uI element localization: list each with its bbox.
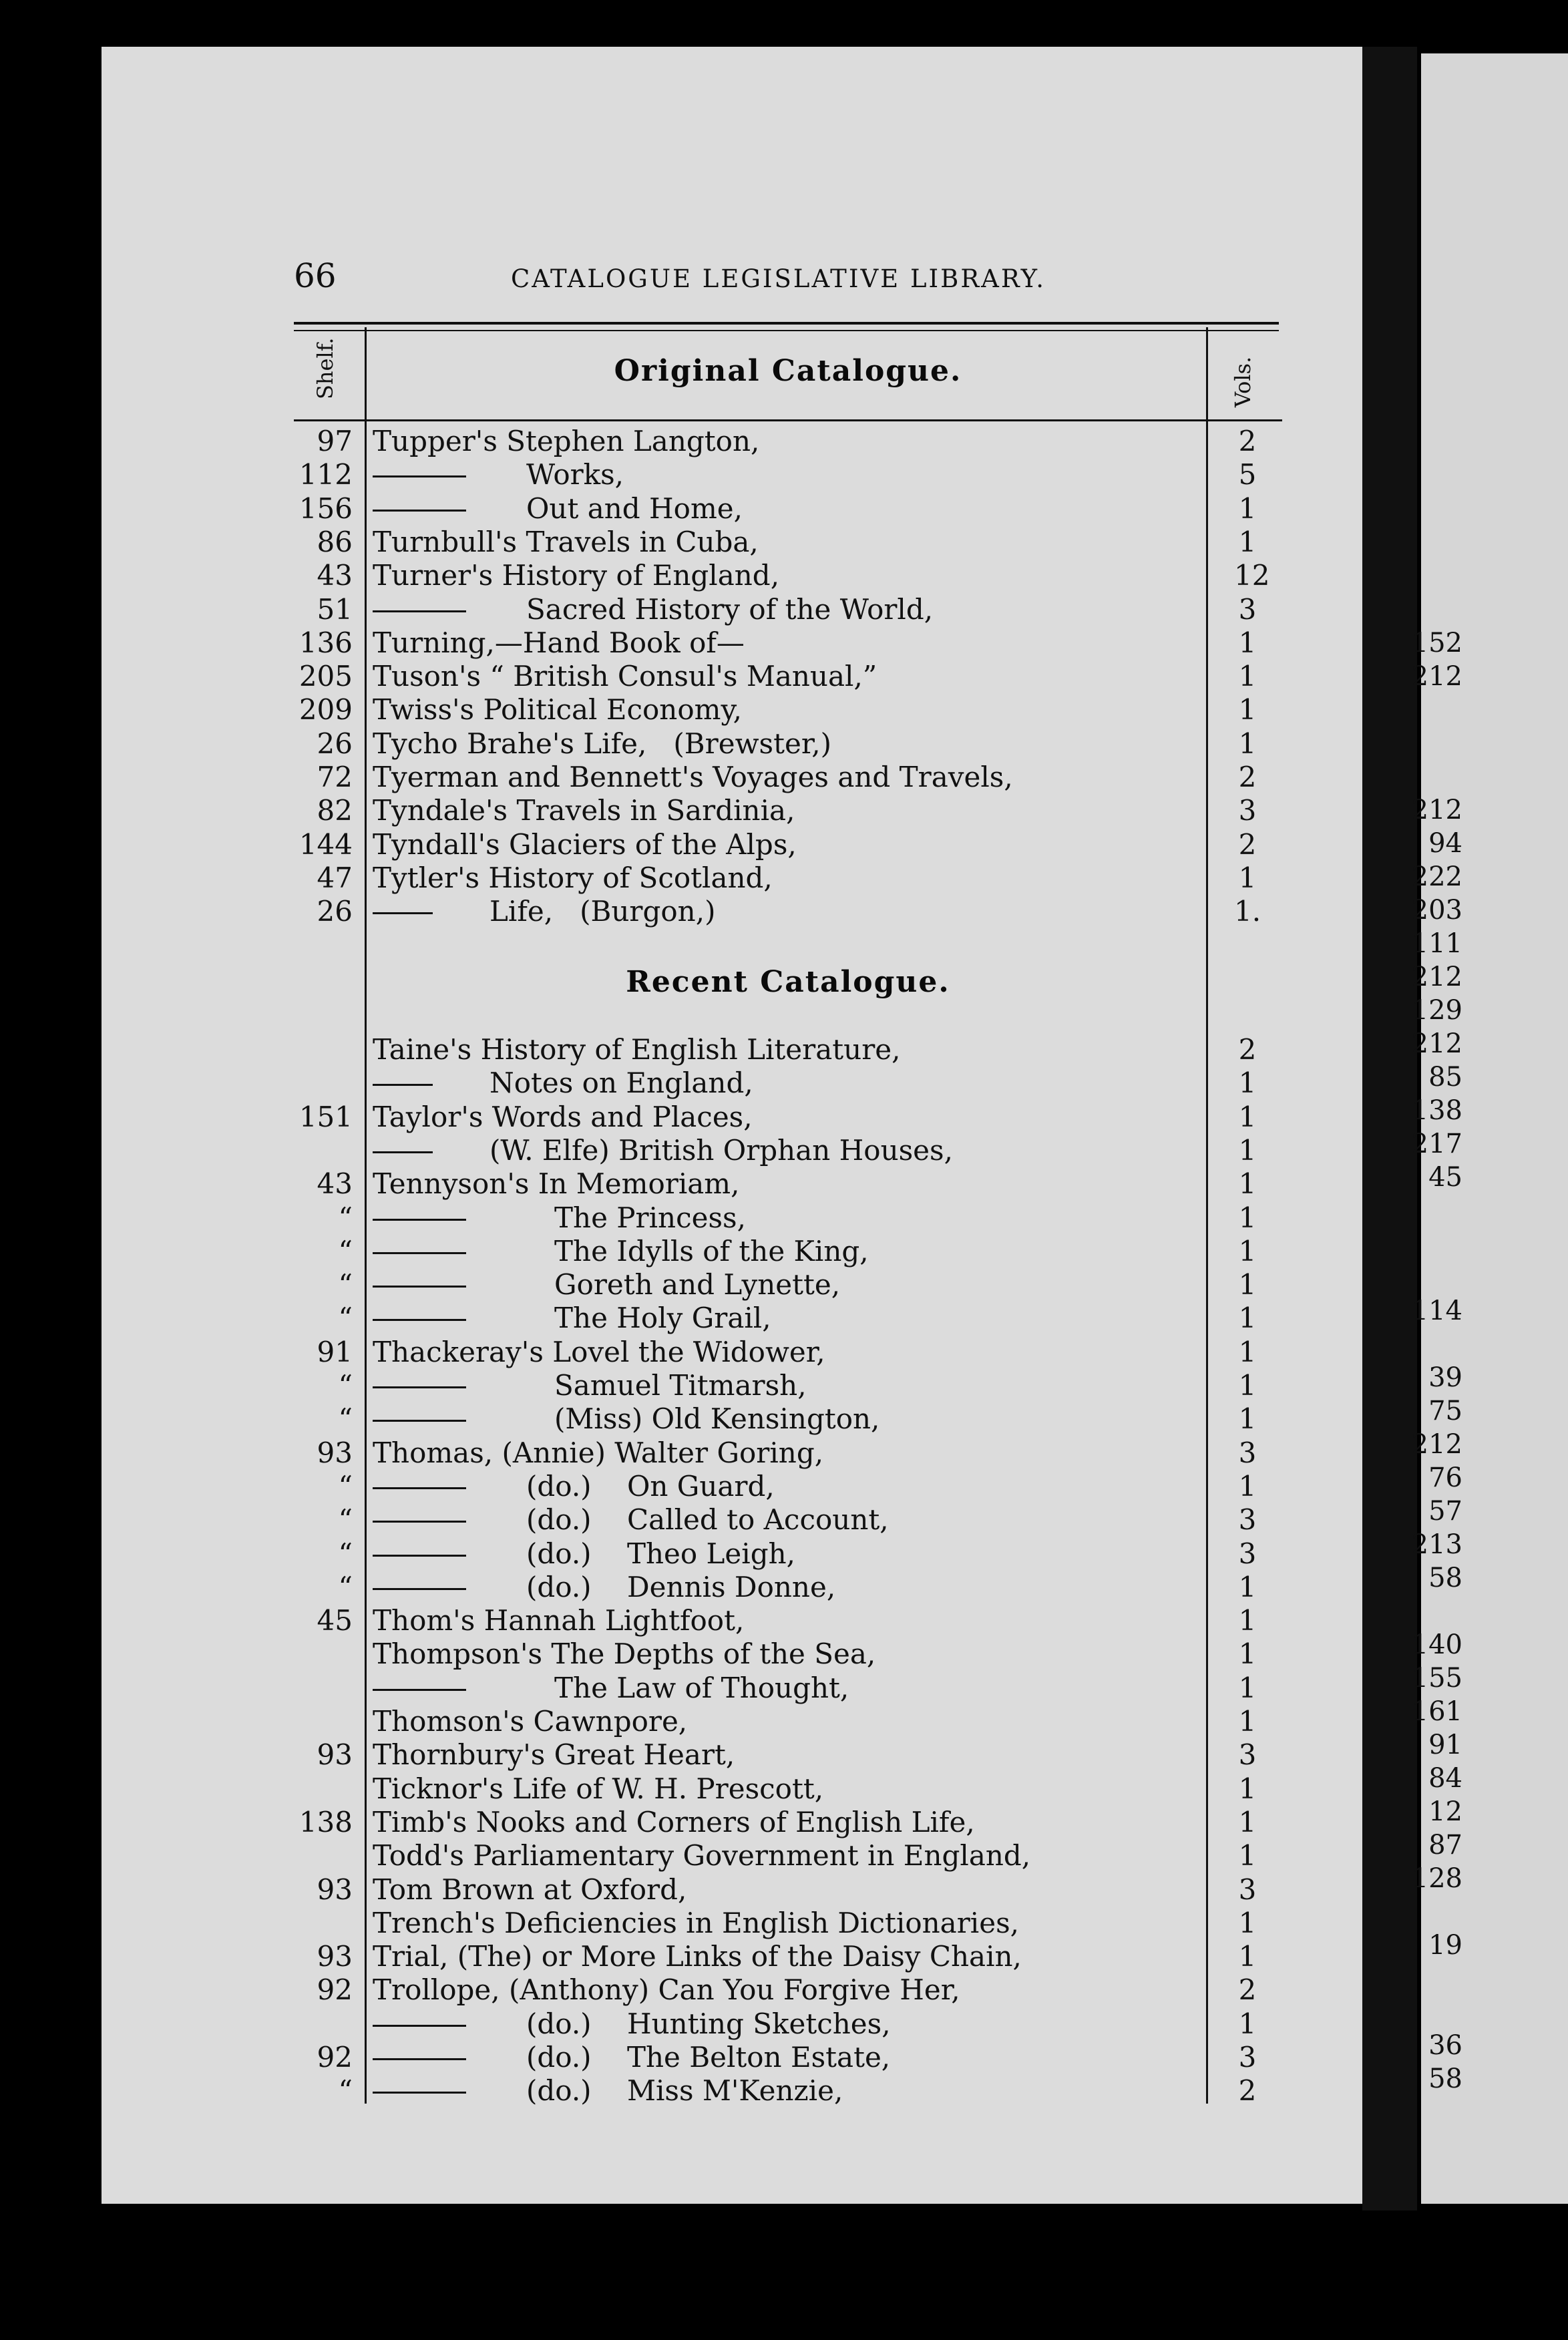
volume-count: 1 bbox=[1238, 1637, 1257, 1671]
volume-count: 1 bbox=[1238, 1469, 1257, 1503]
facing-page-shelf-number: 161 bbox=[1411, 1696, 1462, 1727]
entry-title: Notes on England, bbox=[489, 1066, 753, 1100]
ditto-dash bbox=[373, 1555, 466, 1557]
entry-title: (do.) Called to Account, bbox=[526, 1503, 889, 1537]
volume-count: 2 bbox=[1238, 1973, 1257, 2007]
entry-title: The Princess, bbox=[554, 1201, 746, 1234]
ditto-dash bbox=[373, 1487, 466, 1489]
volume-count: 1 bbox=[1238, 1167, 1257, 1201]
entry-row bbox=[287, 1873, 1289, 1907]
volume-count: 1 bbox=[1238, 1805, 1257, 1838]
shelf-number: 51 bbox=[317, 592, 353, 626]
ditto-dash bbox=[373, 1420, 466, 1422]
entry-title: Thompson's The Depths of the Sea, bbox=[373, 1637, 876, 1671]
volume-count: 1 bbox=[1238, 1302, 1257, 1335]
volume-count: 1 bbox=[1238, 1402, 1257, 1436]
entry-title: Taylor's Words and Places, bbox=[373, 1100, 753, 1133]
entry-row bbox=[287, 2074, 1289, 2108]
entry-title: Tupper's Stephen Langton, bbox=[373, 425, 760, 457]
shelf-number: 26 bbox=[317, 895, 353, 928]
entry-title: The Idylls of the King, bbox=[554, 1234, 869, 1268]
column-header-rule bbox=[294, 419, 1282, 421]
entry-title: Goreth and Lynette, bbox=[554, 1268, 841, 1302]
entry-row bbox=[287, 593, 1289, 626]
volume-count: 3 bbox=[1238, 1873, 1257, 1906]
entry-title: Thornbury's Great Heart, bbox=[373, 1738, 735, 1772]
entry-row bbox=[287, 1201, 1289, 1235]
facing-page-shelf-number: 57 bbox=[1428, 1496, 1462, 1527]
volume-count: 1 bbox=[1238, 1369, 1257, 1402]
entry-row bbox=[287, 1268, 1289, 1302]
entry-row bbox=[287, 1134, 1289, 1167]
facing-page-shelf-number: 128 bbox=[1411, 1863, 1462, 1894]
entry-title: Taine's History of English Literature, bbox=[373, 1033, 901, 1066]
facing-page-shelf-number: 19 bbox=[1428, 1930, 1462, 1961]
entry-row bbox=[287, 895, 1289, 928]
entry-row bbox=[287, 1973, 1289, 2007]
entry-row bbox=[287, 1369, 1289, 1402]
facing-page-shelf-number: 84 bbox=[1428, 1763, 1462, 1794]
ditto-dash bbox=[373, 1521, 466, 1523]
entry-title: Thackeray's Lovel the Widower, bbox=[373, 1335, 825, 1368]
volume-count: 1 bbox=[1238, 2007, 1257, 2040]
volume-count: 1 bbox=[1238, 1234, 1257, 1268]
entry-row bbox=[287, 1537, 1289, 1571]
shelf-number: 156 bbox=[299, 492, 353, 525]
volume-count: 1 bbox=[1238, 727, 1257, 760]
volume-count: 3 bbox=[1238, 1738, 1257, 1772]
entry-title: The Holy Grail, bbox=[554, 1302, 771, 1335]
volume-count: 2 bbox=[1238, 1033, 1257, 1066]
shelf-number: 151 bbox=[299, 1100, 353, 1133]
entry-title: Trollope, (Anthony) Can You Forgive Her, bbox=[373, 1973, 960, 2007]
section-heading-recent: Recent Catalogue. bbox=[626, 965, 950, 999]
shelf-number: 92 bbox=[317, 2041, 353, 2074]
facing-page-shelf-number: 217 bbox=[1411, 1129, 1462, 1159]
shelf-number: 86 bbox=[317, 525, 353, 558]
volume-count: 2 bbox=[1238, 425, 1257, 457]
entry-row bbox=[287, 2041, 1289, 2074]
entry-row bbox=[287, 1907, 1289, 1940]
entry-title: Timb's Nooks and Corners of English Life, bbox=[373, 1805, 975, 1838]
entry-row bbox=[287, 1839, 1289, 1873]
volume-count: 1 bbox=[1238, 1671, 1257, 1704]
entry-row bbox=[287, 1436, 1289, 1470]
ditto-dash bbox=[373, 1084, 433, 1086]
facing-page-shelf-number: 12 bbox=[1428, 1796, 1462, 1827]
facing-page-shelf-number: 58 bbox=[1428, 2064, 1462, 2094]
volume-count: 1 bbox=[1238, 660, 1257, 693]
volume-count: 12 bbox=[1234, 559, 1270, 592]
entry-row bbox=[287, 1101, 1289, 1134]
facing-page-shelf-number: 111 bbox=[1411, 928, 1462, 959]
shelf-number: 91 bbox=[317, 1335, 353, 1368]
facing-page-shelf-number: 45 bbox=[1428, 1162, 1462, 1193]
volume-count: 2 bbox=[1238, 761, 1257, 793]
entry-row bbox=[287, 861, 1289, 895]
entry-title: Tyerman and Bennett's Voyages and Travels, bbox=[373, 761, 1013, 793]
facing-page-shelf-number: 203 bbox=[1411, 895, 1462, 926]
facing-page-shelf-number: 129 bbox=[1411, 995, 1462, 1026]
ditto-dash bbox=[373, 2025, 466, 2027]
entry-title: Tytler's History of Scotland, bbox=[373, 861, 773, 894]
facing-page-shelf-number: 213 bbox=[1411, 1529, 1462, 1560]
facing-page-shelf-number: 212 bbox=[1411, 1028, 1462, 1059]
vols-header-label: Vols. bbox=[1230, 356, 1255, 407]
header-rule-thick bbox=[294, 322, 1279, 325]
facing-page-shelf-number: 140 bbox=[1411, 1629, 1462, 1660]
facing-page-shelf-number: 138 bbox=[1411, 1095, 1462, 1126]
ditto-dash bbox=[373, 1151, 433, 1153]
facing-page-shelf-number: 152 bbox=[1411, 628, 1462, 658]
shelf-number: 205 bbox=[299, 660, 353, 693]
entry-row bbox=[287, 626, 1289, 660]
shelf-number: 97 bbox=[317, 425, 353, 457]
entry-row bbox=[287, 1066, 1289, 1100]
volume-count: 1 bbox=[1238, 1604, 1257, 1637]
ditto-dash bbox=[373, 1219, 466, 1221]
ditto-dash bbox=[373, 2058, 466, 2060]
shelf-number: 45 bbox=[317, 1604, 353, 1637]
entry-title: Out and Home, bbox=[526, 492, 743, 525]
entry-title: (do.) Miss M'Kenzie, bbox=[526, 2074, 843, 2108]
entry-title: Tennyson's In Memoriam, bbox=[373, 1167, 740, 1201]
facing-page-shelf-number: 212 bbox=[1411, 962, 1462, 992]
shelf-number: 112 bbox=[299, 458, 353, 492]
vols-column-header bbox=[1230, 346, 1270, 413]
facing-page-shelf-number: 75 bbox=[1428, 1396, 1462, 1426]
shelf-number: 82 bbox=[317, 794, 353, 827]
section-heading-original: Original Catalogue. bbox=[614, 354, 962, 388]
facing-page-shelf-number: 212 bbox=[1411, 795, 1462, 825]
entry-title: (do.) Dennis Donne, bbox=[526, 1570, 836, 1603]
shelf-number: “ bbox=[338, 2074, 353, 2108]
shelf-number: 93 bbox=[317, 1940, 353, 1973]
entry-row bbox=[287, 1672, 1289, 1705]
entry-title: Todd's Parliamentary Government in England, bbox=[373, 1839, 1031, 1873]
ditto-dash bbox=[373, 1286, 466, 1288]
facing-page-shelf-number: 76 bbox=[1428, 1462, 1462, 1493]
shelf-number: 47 bbox=[317, 861, 353, 894]
entry-title: Tycho Brahe's Life, (Brewster,) bbox=[373, 727, 832, 760]
facing-page-shelf-number: 155 bbox=[1411, 1663, 1462, 1694]
shelf-number: “ bbox=[338, 1201, 353, 1234]
entry-row bbox=[287, 1470, 1289, 1503]
entry-title: Tyndall's Glaciers of the Alps, bbox=[373, 827, 797, 861]
entry-title: Samuel Titmarsh, bbox=[554, 1369, 807, 1402]
volume-count: 1 bbox=[1238, 1100, 1257, 1133]
facing-page-shelf-number: 36 bbox=[1428, 2030, 1462, 2061]
entry-title: Life, (Burgon,) bbox=[489, 895, 716, 928]
shelf-number: “ bbox=[338, 1402, 353, 1436]
shelf-number: “ bbox=[338, 1234, 353, 1268]
entry-row bbox=[287, 559, 1289, 592]
entry-row bbox=[287, 794, 1289, 827]
entry-row bbox=[287, 1940, 1289, 1973]
entry-row bbox=[287, 1336, 1289, 1369]
shelf-number: “ bbox=[338, 1503, 353, 1537]
entry-row bbox=[287, 1033, 1289, 1066]
shelf-number: “ bbox=[338, 1302, 353, 1335]
shelf-number: 209 bbox=[299, 693, 353, 727]
entry-row bbox=[287, 1604, 1289, 1637]
volume-count: 1 bbox=[1238, 693, 1257, 727]
entry-row bbox=[287, 828, 1289, 861]
shelf-number: 144 bbox=[299, 827, 353, 861]
ditto-dash bbox=[373, 912, 433, 914]
volume-count: 1 bbox=[1238, 1839, 1257, 1873]
entry-title: Twiss's Political Economy, bbox=[373, 693, 742, 727]
entry-title: Trench's Deficiencies in English Dictionaries, bbox=[373, 1906, 1019, 1939]
ditto-dash bbox=[373, 510, 466, 512]
volume-count: 1 bbox=[1238, 1066, 1257, 1100]
volume-count: 1 bbox=[1238, 1705, 1257, 1738]
shelf-number: “ bbox=[338, 1570, 353, 1603]
facing-page-shelf-number: 222 bbox=[1411, 861, 1462, 892]
header-rule-thin bbox=[294, 330, 1279, 331]
shelf-number: 43 bbox=[317, 1167, 353, 1201]
volume-count: 1 bbox=[1238, 1335, 1257, 1368]
shelf-number: 138 bbox=[299, 1805, 353, 1838]
ditto-dash bbox=[373, 1252, 466, 1254]
ditto-dash bbox=[373, 1588, 466, 1590]
shelf-number: 93 bbox=[317, 1436, 353, 1469]
ditto-dash bbox=[373, 475, 466, 477]
ditto-dash bbox=[373, 610, 466, 612]
entry-row bbox=[287, 1637, 1289, 1671]
facing-page-shelf-number: 94 bbox=[1428, 828, 1462, 859]
shelf-number: 136 bbox=[299, 626, 353, 659]
entry-title: The Law of Thought, bbox=[554, 1671, 849, 1704]
entry-title: Tom Brown at Oxford, bbox=[373, 1873, 687, 1906]
entry-row bbox=[287, 1705, 1289, 1738]
entry-title: Turner's History of England, bbox=[373, 559, 780, 592]
entry-title: Ticknor's Life of W. H. Prescott, bbox=[373, 1772, 824, 1805]
volume-count: 2 bbox=[1238, 827, 1257, 861]
entry-row bbox=[287, 1772, 1289, 1806]
shelf-number: “ bbox=[338, 1369, 353, 1402]
entry-row bbox=[287, 727, 1289, 761]
facing-page-shelf-number: 91 bbox=[1428, 1730, 1462, 1760]
ditto-dash bbox=[373, 2092, 466, 2094]
entry-row bbox=[287, 1235, 1289, 1268]
volume-count: 3 bbox=[1238, 1436, 1257, 1469]
entry-title: (W. Elfe) British Orphan Houses, bbox=[489, 1133, 953, 1167]
volume-count: 1 bbox=[1238, 1772, 1257, 1805]
entry-row bbox=[287, 458, 1289, 492]
entry-row bbox=[287, 1738, 1289, 1772]
shelf-number: 93 bbox=[317, 1738, 353, 1772]
entry-title: Sacred History of the World, bbox=[526, 592, 934, 626]
volume-count: 1 bbox=[1238, 1940, 1257, 1973]
ditto-dash bbox=[373, 1319, 466, 1321]
shelf-column-header bbox=[313, 337, 353, 413]
entry-title: (do.) Theo Leigh, bbox=[526, 1537, 795, 1570]
entry-row bbox=[287, 693, 1289, 727]
entry-row bbox=[287, 425, 1289, 458]
book-gutter bbox=[1362, 47, 1417, 2210]
entry-row bbox=[287, 1503, 1289, 1537]
entry-row bbox=[287, 761, 1289, 794]
shelf-number: 93 bbox=[317, 1873, 353, 1906]
entry-row bbox=[287, 492, 1289, 526]
volume-count: 1 bbox=[1238, 1906, 1257, 1939]
entry-title: Thomas, (Annie) Walter Goring, bbox=[373, 1436, 824, 1469]
shelf-number: “ bbox=[338, 1537, 353, 1570]
entry-row bbox=[287, 2007, 1289, 2041]
entry-title: (Miss) Old Kensington, bbox=[554, 1402, 880, 1436]
entry-title: (do.) Hunting Sketches, bbox=[526, 2007, 891, 2040]
volume-count: 5 bbox=[1238, 458, 1257, 492]
shelf-number: “ bbox=[338, 1469, 353, 1503]
ditto-dash bbox=[373, 1386, 466, 1388]
entry-row bbox=[287, 660, 1289, 693]
entry-row bbox=[287, 1402, 1289, 1436]
volume-count: 1 bbox=[1238, 1268, 1257, 1302]
entry-title: (do.) The Belton Estate, bbox=[526, 2041, 891, 2074]
entry-row bbox=[287, 526, 1289, 559]
running-title: CATALOGUE LEGISLATIVE LIBRARY. bbox=[511, 264, 1046, 293]
shelf-number: 26 bbox=[317, 727, 353, 760]
entry-title: Thomson's Cawnpore, bbox=[373, 1705, 688, 1738]
volume-count: 1 bbox=[1238, 1133, 1257, 1167]
entry-title: Tuson's “ British Consul's Manual,” bbox=[373, 660, 877, 693]
volume-count: 3 bbox=[1238, 1503, 1257, 1537]
facing-page-shelf-number: 39 bbox=[1428, 1362, 1462, 1393]
page-number: 66 bbox=[294, 256, 337, 295]
entry-row bbox=[287, 1302, 1289, 1335]
entry-title: Turning,—Hand Book of— bbox=[373, 626, 745, 659]
entry-row bbox=[287, 1571, 1289, 1604]
facing-page-shelf-number: 58 bbox=[1428, 1563, 1462, 1593]
volume-count: 3 bbox=[1238, 1537, 1257, 1570]
entry-title: Turnbull's Travels in Cuba, bbox=[373, 525, 759, 558]
volume-count: 1 bbox=[1238, 861, 1257, 894]
volume-count: 1. bbox=[1234, 895, 1261, 928]
volume-count: 1 bbox=[1238, 492, 1257, 525]
shelf-number: 72 bbox=[317, 761, 353, 793]
shelf-header-label: Shelf. bbox=[313, 337, 338, 399]
volume-count: 1 bbox=[1238, 626, 1257, 659]
facing-page-shelf-number: 212 bbox=[1411, 1429, 1462, 1460]
shelf-number: 43 bbox=[317, 559, 353, 592]
volume-count: 3 bbox=[1238, 592, 1257, 626]
entry-title: Trial, (The) or More Links of the Daisy Chain, bbox=[373, 1940, 1022, 1973]
ditto-dash bbox=[373, 1689, 466, 1691]
volume-count: 3 bbox=[1238, 2041, 1257, 2074]
entry-title: Thom's Hannah Lightfoot, bbox=[373, 1604, 745, 1637]
facing-page-shelf-number: 212 bbox=[1411, 661, 1462, 692]
entry-row bbox=[287, 1167, 1289, 1201]
entry-title: Tyndale's Travels in Sardinia, bbox=[373, 794, 795, 827]
volume-count: 1 bbox=[1238, 525, 1257, 558]
volume-count: 1 bbox=[1238, 1201, 1257, 1234]
volume-count: 1 bbox=[1238, 1570, 1257, 1603]
volume-count: 3 bbox=[1238, 794, 1257, 827]
facing-page-shelf-number: 114 bbox=[1411, 1296, 1462, 1326]
entry-title: Works, bbox=[526, 458, 624, 492]
entry-row bbox=[287, 1806, 1289, 1839]
facing-page-shelf-number: 85 bbox=[1428, 1062, 1462, 1093]
facing-page-shelf-number: 87 bbox=[1428, 1830, 1462, 1861]
shelf-number: 92 bbox=[317, 1973, 353, 2007]
shelf-number: “ bbox=[338, 1268, 353, 1302]
entry-title: (do.) On Guard, bbox=[526, 1469, 775, 1503]
volume-count: 2 bbox=[1238, 2074, 1257, 2108]
